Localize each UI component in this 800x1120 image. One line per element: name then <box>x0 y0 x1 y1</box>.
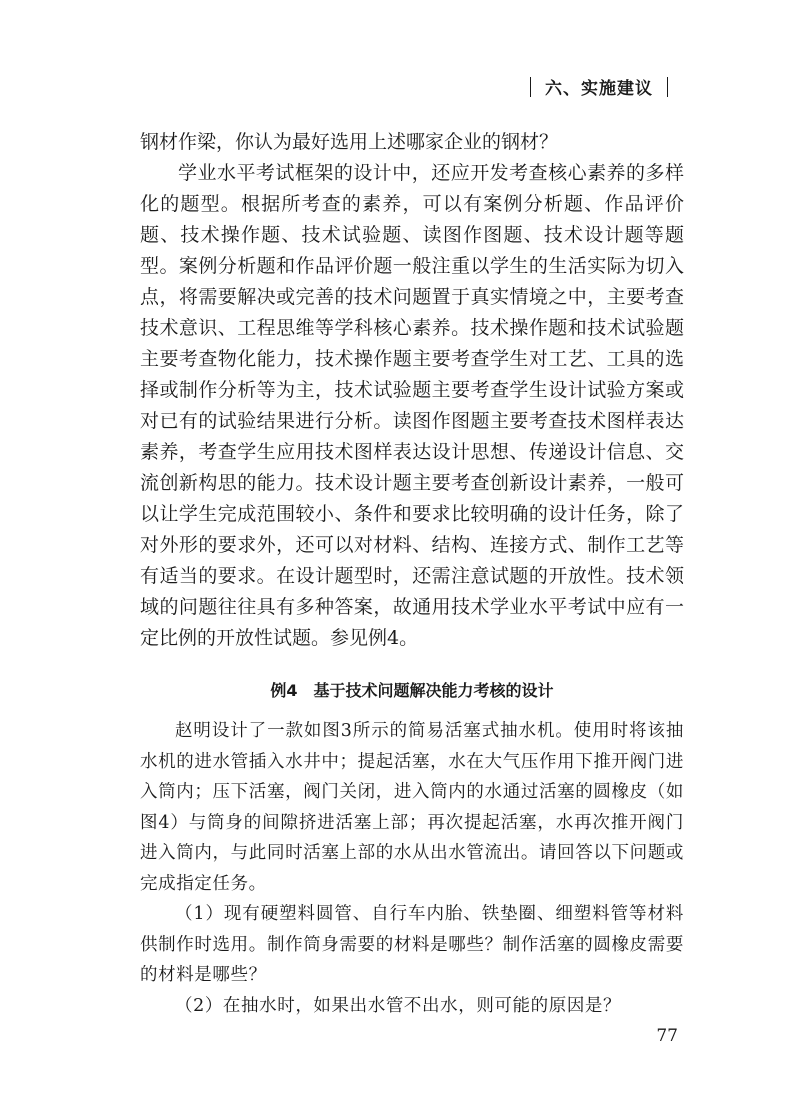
section-title: 六、实施建议 <box>545 79 653 99</box>
paragraph-question-types: 学业水平考试框架的设计中，还应开发考查核心素养的多样化的题型。根据所考查的素养，可以有案例分析题、作品评价题、技术操作题、技术试验题、读图作图题、技术设计题等题型。案例分析题和作品评价题一般注重以学生的生活实际为切入点，将需要解决或完善的技术问题置于真实情境之中，主要考查技术意识、工程思维等学科核心素养。技术操作题和技术试验题主要考查物化能力，技术操作题主要考查学生对工艺、工具的选择或制作分析等为主，技术试验题主要考查学生设计试验方案或对已有的试验结果进行分析。读图作图题主要考查技术图样表达素养，考查学生应用技术图样表达设计思想、传递设计信息、交流创新构思的能力。技术设计题主要考查创新设计素养，一般可以让学生完成范围较小、条件和要求比较明确的设计任务，除了对外形的要求外，还可以对材料、结构、连接方式、制作工艺等有适当的要求。在设计题型时，还需注意试题的开放性。技术领域的问题往往具有多种答案，故通用技术学业水平考试中应有一定比例的开放性试题。参见例4。 <box>140 162 684 649</box>
header-divider-right <box>667 77 668 97</box>
example-title: 例4 基于技术问题解决能力考核的设计 <box>270 681 554 700</box>
page-body <box>140 127 684 1021</box>
example-question-2: （2）在抽水时，如果出水管不出水，则可能的原因是？ <box>175 995 622 1016</box>
example-question-1: （1）现有硬塑料圆管、自行车内胎、铁垫圈、细塑料管等材料供制作时选用。制作筒身需要的材料是哪些？制作活塞的圆橡皮需要的材料是哪些？ <box>140 904 684 985</box>
page-number: 77 <box>656 1026 678 1046</box>
paragraph-continuation: 钢材作梁，你认为最好选用上述哪家企业的钢材？ <box>140 131 559 153</box>
header-divider-left <box>530 77 531 97</box>
running-header <box>516 74 682 99</box>
example-paragraph-intro: 赵明设计了一款如图3所示的简易活塞式抽水机。使用时将该抽水机的进水管插入水井中；提起活塞，水在大气压作用下推开阀门进入筒内；压下活塞，阀门关闭，进入筒内的水通过活塞的圆橡皮（如图4）与筒身的间隙挤进活塞上部；再次提起活塞，水再次推开阀门进入筒内，与此同时活塞上部的水从出水管流出。请回答以下问题或完成指定任务。 <box>140 721 684 894</box>
